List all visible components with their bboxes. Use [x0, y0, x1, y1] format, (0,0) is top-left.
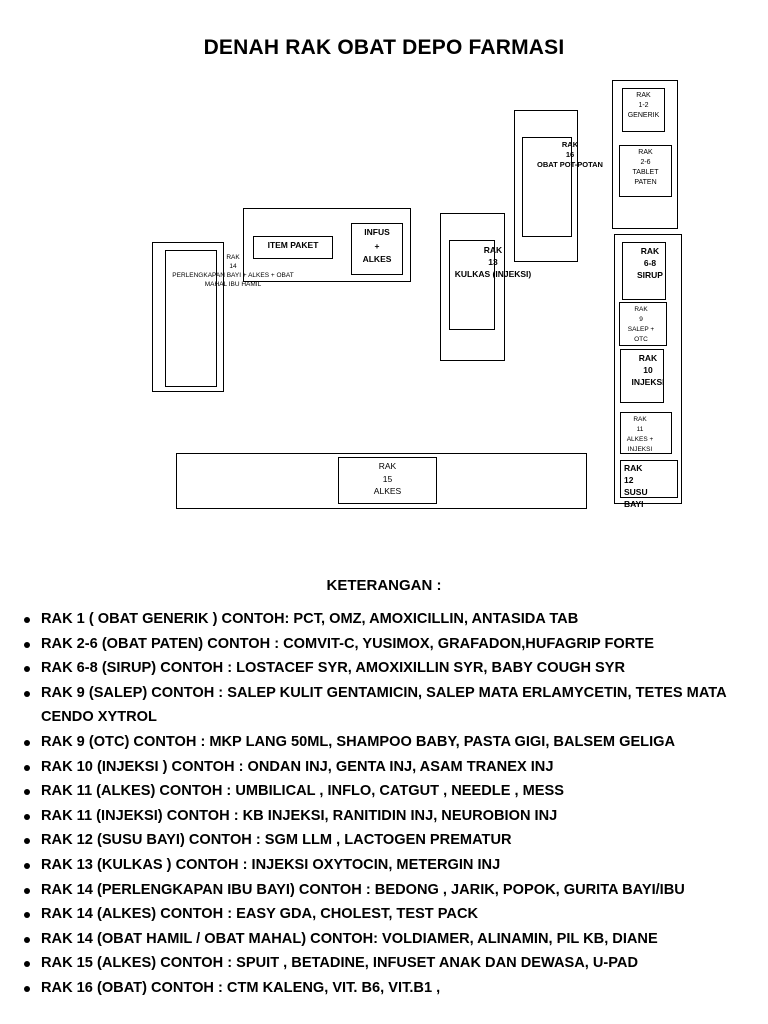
- bullet-icon: [24, 666, 30, 672]
- bullet-icon: [24, 765, 30, 771]
- legend-item-text: RAK 9 (OTC) CONTOH : MKP LANG 50ML, SHAMPOO BABY, PASTA GIGI, BALSEM GELIGA: [41, 733, 676, 750]
- bullet-icon: [24, 838, 30, 844]
- bullet-icon: [24, 863, 30, 869]
- legend-item: [22, 878, 762, 903]
- legend-item-text: RAK 1 ( OBAT GENERIK ) CONTOH: PCT, OMZ, AMOXICILLIN, ANTASIDA TAB: [41, 611, 579, 627]
- legend-item: [22, 607, 762, 632]
- legend-item: [22, 828, 762, 853]
- legend-item: [22, 951, 762, 976]
- legend-item-text: RAK 14 (ALKES) CONTOH : EASY GDA, CHOLEST, TEST PACK: [41, 906, 479, 923]
- legend-item-text: RAK 10 (INJEKSI ) CONTOH : ONDAN INJ, GENTA INJ, ASAM TRANEX INJ: [41, 758, 554, 775]
- rack-2-6-label: RAK 2-6 TABLET PATEN: [632, 149, 659, 186]
- rack-6-8-label: RAK 6-8 SIRUP: [637, 246, 663, 280]
- bullet-icon: [24, 617, 30, 623]
- legend-item-text: RAK 16 (OBAT) CONTOH : CTM KALENG, VIT. B6, VIT.B1 ,: [41, 979, 441, 996]
- bullet-icon: [24, 937, 30, 943]
- legend-item-text: RAK 6-8 (SIRUP) CONTOH : LOSTACEF SYR, AMOXIXILLIN SYR, BABY COUGH SYR: [41, 660, 626, 677]
- bullet-icon: [24, 740, 30, 746]
- bullet-icon: [24, 691, 30, 697]
- infus-label: INFUS + ALKES: [362, 227, 392, 264]
- legend-item: [22, 755, 762, 780]
- legend-item-text: RAK 2-6 (OBAT PATEN) CONTOH : COMVIT-C, YUSIMOX, GRAFADON,HUFAGRIP FORTE: [41, 635, 654, 652]
- rack-16-label: RAK 16 OBAT POT-POTAN: [537, 140, 603, 169]
- bullet-icon: [24, 814, 30, 820]
- legend-item: [22, 976, 762, 1001]
- rack-14-label: RAK 14 PERLENGKAPAN BAYI + ALKES + OBAT MAHAL IBU HAMIL: [172, 254, 294, 288]
- legend-item: [22, 656, 762, 681]
- rack-13-label: RAK 13 KULKAS (INJEKSI): [454, 245, 532, 279]
- legend-item-text: RAK 11 (INJEKSI) CONTOH : KB INJEKSI, RANITIDIN INJ, NEUROBION INJ: [41, 807, 558, 824]
- legend-item-text: RAK 12 (SUSU BAYI) CONTOH : SGM LLM , LACTOGEN PREMATUR: [41, 832, 512, 849]
- legend-item: [22, 632, 762, 657]
- bullet-icon: [24, 961, 30, 967]
- legend-list: [22, 607, 762, 1001]
- legend-item-text: RAK 11 (ALKES) CONTOH : UMBILICAL , INFLO, CATGUT , NEEDLE , MESS: [41, 783, 564, 800]
- legend-item: [22, 804, 762, 829]
- legend-item-text: RAK 13 (KULKAS ) CONTOH : INJEKSI OXYTOCIN, METERGIN INJ: [41, 856, 501, 873]
- legend-item-text: RAK 14 (PERLENGKAPAN IBU BAYI) CONTOH : BEDONG , JARIK, POPOK, GURITA BAYI/IBU: [41, 881, 685, 898]
- rack-15-label: RAK 15 ALKES: [373, 461, 402, 496]
- bullet-icon: [24, 888, 30, 894]
- legend-item: [22, 681, 762, 730]
- bullet-icon: [24, 789, 30, 795]
- bullet-icon: [24, 986, 30, 992]
- rack-10-label: RAK 10 INJEKSI: [631, 353, 665, 387]
- rack-11-label: RAK 11 ALKES + INJEKSI: [626, 416, 654, 453]
- rack-9-label: RAK 9 SALEP + OTC: [627, 306, 655, 343]
- legend-item-text: RAK 14 (OBAT HAMIL / OBAT MAHAL) CONTOH: VOLDIAMER, ALINAMIN, PIL KB, DIANE: [41, 930, 658, 947]
- legend-item: [22, 853, 762, 878]
- legend-item: [22, 730, 762, 755]
- page-title: DENAH RAK OBAT DEPO FARMASI: [203, 36, 565, 59]
- rack-12-label: RAK 12 SUSU BAYI: [624, 463, 648, 509]
- item-paket-label: ITEM PAKET: [267, 240, 319, 250]
- legend-item-text: RAK 15 (ALKES) CONTOH : SPUIT , BETADINE, INFUSET ANAK DAN DEWASA, U-PAD: [41, 955, 639, 972]
- legend-title: KETERANGAN :: [326, 577, 442, 594]
- bullet-icon: [24, 642, 30, 648]
- legend-item: [22, 902, 762, 927]
- bullet-icon: [24, 912, 30, 918]
- legend-item: [22, 779, 762, 804]
- legend-item: [22, 927, 762, 952]
- rack-1-2-label: RAK 1-2 GENERIK: [627, 92, 660, 119]
- legend-item-text: RAK 9 (SALEP) CONTOH : SALEP KULIT GENTAMICIN, SALEP MATA ERLAMYCETIN, TETES MATA CENDO XYTROL: [41, 684, 727, 726]
